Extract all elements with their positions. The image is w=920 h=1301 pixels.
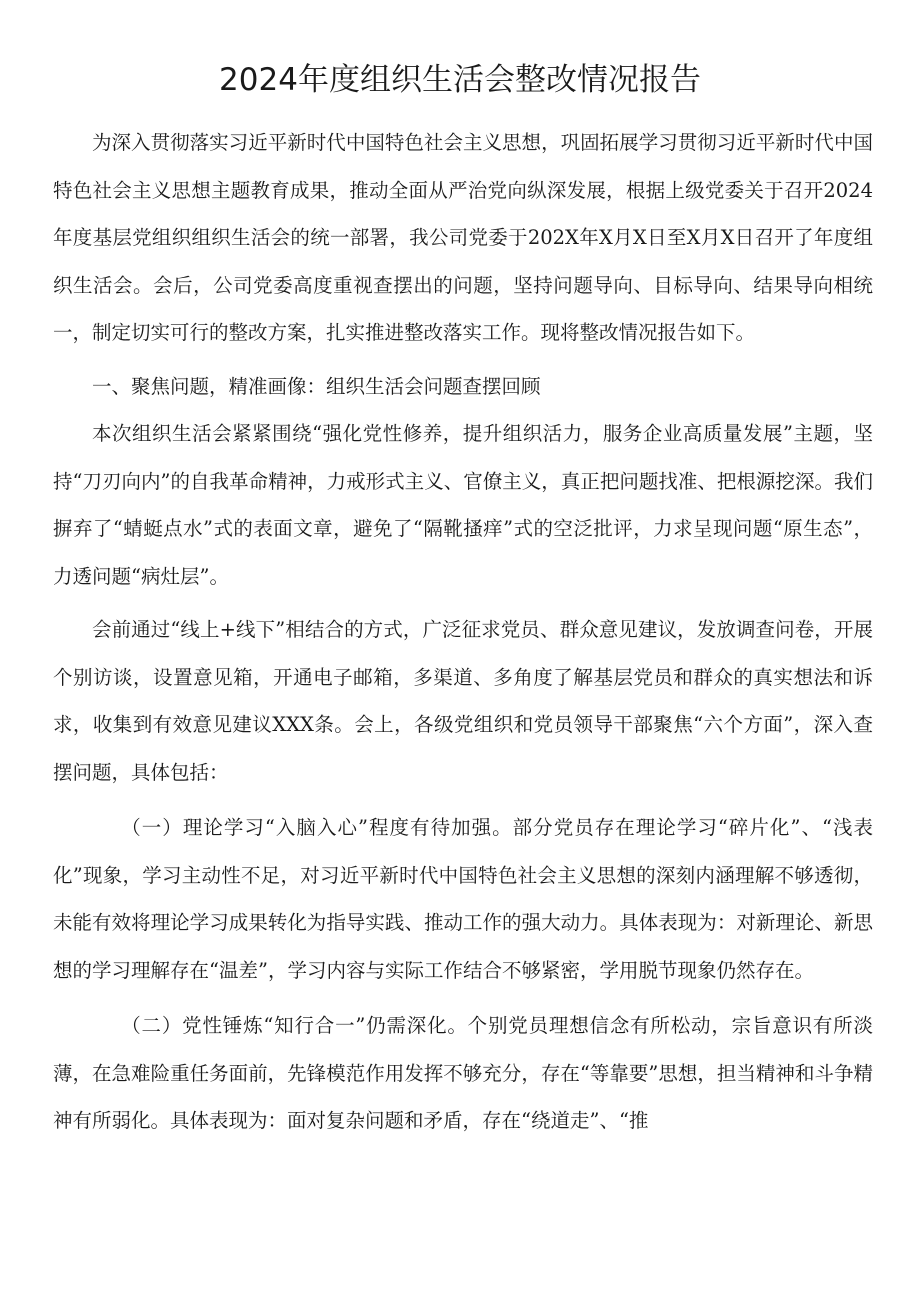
item-2-paragraph: （二）党性锤炼“知行合一”仍需深化。个别党员理想信念有所松动，宗旨意识有所淡薄，在急难险重任务面前，先锋模范作用发挥不够充分，存在“等靠要”思想，担当精神和斗争精神有所弱化。具体表现为：面对复杂问题和矛盾，存在“绕道走”、“推	[53, 1014, 873, 1132]
section1-paragraph-2: 会前通过“线上+线下”相结合的方式，广泛征求党员、群众意见建议，发放调查问卷，开展个别访谈，设置意见箱，开通电子邮箱，多渠道、多角度了解基层党员和群众的真实想法和诉求，收集到有效意见建议XXX条。会上，各级党组织和党员领导干部聚焦“六个方面”，深入查摆问题，具体包括：	[53, 618, 873, 784]
item-1-paragraph: （一）理论学习“入脑入心”程度有待加强。部分党员存在理论学习“碎片化”、“浅表化”现象，学习主动性不足，对习近平新时代中国特色社会主义思想的深刻内涵理解不够透彻，未能有效将理论学习成果转化为指导实践、推动工作的强大动力。具体表现为：对新理论、新思想的学习理解存在“温差”，学习内容与实际工作结合不够紧密，学用脱节现象仍然存在。	[53, 816, 873, 982]
document-body	[53, 119, 873, 1145]
section1-paragraph-1: 本次组织生活会紧紧围绕“强化党性修养，提升组织活力，服务企业高质量发展”主题，坚持“刀刃向内”的自我革命精神，力戒形式主义、官僚主义，真正把问题找准、把根源挖深。我们摒弃了“蜻蜓点水”式的表面文章，避免了“隔靴搔痒”式的空泛批评，力求呈现问题“原生态”，力透问题“病灶层”。	[53, 422, 873, 588]
document-title: 2024年度组织生活会整改情况报告	[219, 62, 701, 98]
section-heading-1: 一、聚焦问题，精准画像：组织生活会问题查摆回顾	[92, 374, 541, 398]
intro-paragraph: 为深入贯彻落实习近平新时代中国特色社会主义思想，巩固拓展学习贯彻习近平新时代中国特色社会主义思想主题教育成果，推动全面从严治党向纵深发展，根据上级党委关于召开2024年度基层党组织组织生活会的统一部署，我公司党委于202X年X月X日至X月X日召开了年度组织生活会。会后，公司党委高度重视查摆出的问题，坚持问题导向、目标导向、结果导向相统一，制定切实可行的整改方案，扎实推进整改落实工作。现将整改情况报告如下。	[53, 131, 873, 344]
